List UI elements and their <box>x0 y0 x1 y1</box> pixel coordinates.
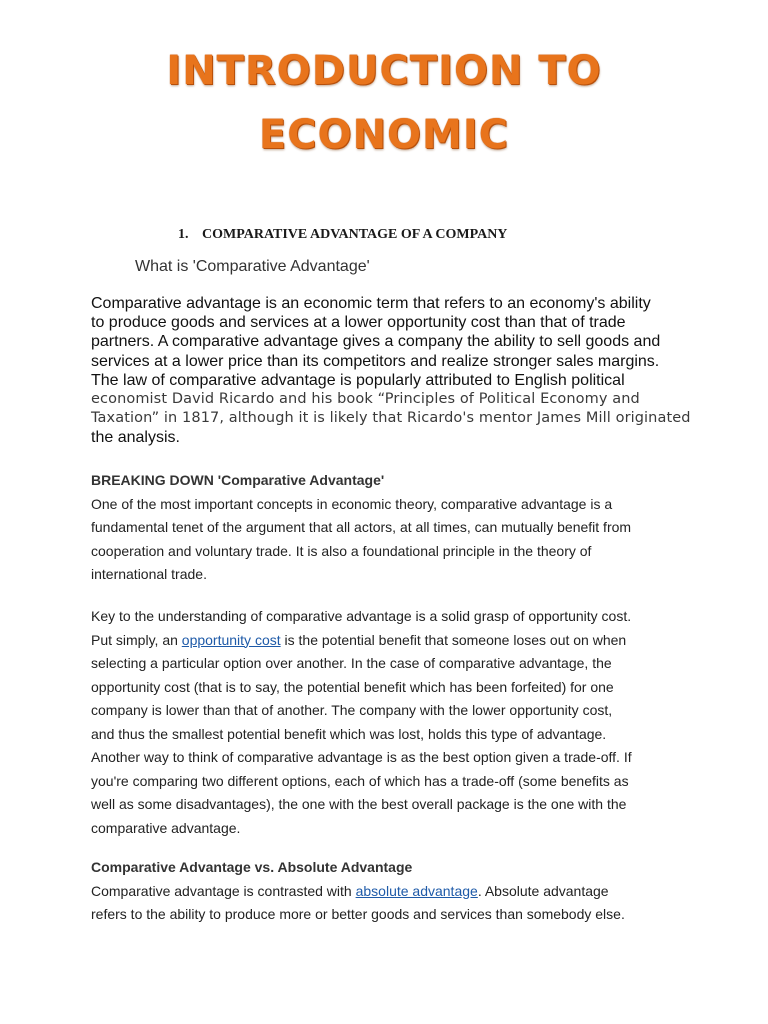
vs-heading: Comparative Advantage vs. Absolute Advantage <box>91 859 413 875</box>
intro-line: The law of comparative advantage is popularly attributed to English political <box>91 371 625 389</box>
paragraph-line: and thus the smallest potential benefit which was lost, holds this type of advantage. <box>91 725 607 742</box>
comparative-vs-absolute-section <box>91 856 691 927</box>
text-run: is the potential benefit that someone loses out on when <box>280 631 627 648</box>
paragraph-line: selecting a particular option over another. In the case of comparative advantage, the <box>91 655 612 671</box>
paragraph-line: refers to the ability to produce more or better goods and services than somebody else. <box>91 906 625 922</box>
breaking-down-heading: BREAKING DOWN 'Comparative Advantage' <box>91 472 385 488</box>
section-number: 1. <box>178 227 189 242</box>
section-heading-text: COMPARATIVE ADVANTAGE OF A COMPANY <box>202 227 508 242</box>
paragraph-line: cooperation and voluntary trade. It is also a foundational principle in the theory of <box>91 542 592 559</box>
breaking-down-section <box>91 469 691 587</box>
absolute-advantage-link[interactable]: absolute advantage <box>355 882 478 899</box>
paragraph-line: comparative advantage. <box>91 819 241 836</box>
opportunity-cost-link[interactable]: opportunity cost <box>181 631 281 648</box>
text-run: Put simply, an <box>91 631 182 648</box>
paragraph-line: international trade. <box>91 566 207 582</box>
intro-line: economist David Ricardo and his book “Principles of Political Economy and <box>91 391 640 408</box>
paragraph-line: you're comparing two different options, each of which has a trade-off (some benefits as <box>91 772 629 789</box>
text-run: . Absolute advantage <box>477 882 609 899</box>
subheading: What is 'Comparative Advantage' <box>135 258 370 275</box>
paragraph-line: One of the most important concepts in economic theory, comparative advantage is a <box>91 495 613 512</box>
paragraph-line: Another way to think of comparative advantage is as the best option given a trade-off. If <box>91 749 632 765</box>
opportunity-cost-paragraph <box>91 605 691 840</box>
intro-line: Taxation” in 1817, although it is likely that Ricardo's mentor James Mill originated <box>91 410 691 427</box>
text-run: Comparative advantage is contrasted with <box>91 882 356 899</box>
intro-line: services at a lower price than its competitors and realize stronger sales margins. <box>91 352 660 370</box>
paragraph-line <box>91 880 691 904</box>
intro-line: to produce goods and services at a lower opportunity cost than that of trade <box>91 314 626 332</box>
intro-line: Comparative advantage is an economic term that refers to an economy's ability <box>91 295 651 312</box>
title-line-1: INTRODUCTION TO <box>166 48 602 94</box>
intro-line: partners. A comparative advantage gives a company the ability to sell goods and <box>91 333 661 351</box>
paragraph-line: opportunity cost (that is to say, the potential benefit which has been forfeited) for one <box>91 678 614 695</box>
paragraph-line: well as some disadvantages), the one with the best overall package is the one with the <box>91 796 627 812</box>
paragraph-line: Key to the understanding of comparative advantage is a solid grasp of opportunity cost. <box>91 608 632 624</box>
section-heading <box>178 227 507 243</box>
paragraph-line: fundamental tenet of the argument that all actors, at all times, can mutually benefit from <box>91 519 632 535</box>
title-line-2: ECONOMIC <box>258 112 510 158</box>
paragraph-line <box>91 629 691 653</box>
intro-line: the analysis. <box>91 429 180 447</box>
intro-paragraph <box>91 294 691 448</box>
paragraph-line: company is lower than that of another. The company with the lower opportunity cost, <box>91 702 613 718</box>
